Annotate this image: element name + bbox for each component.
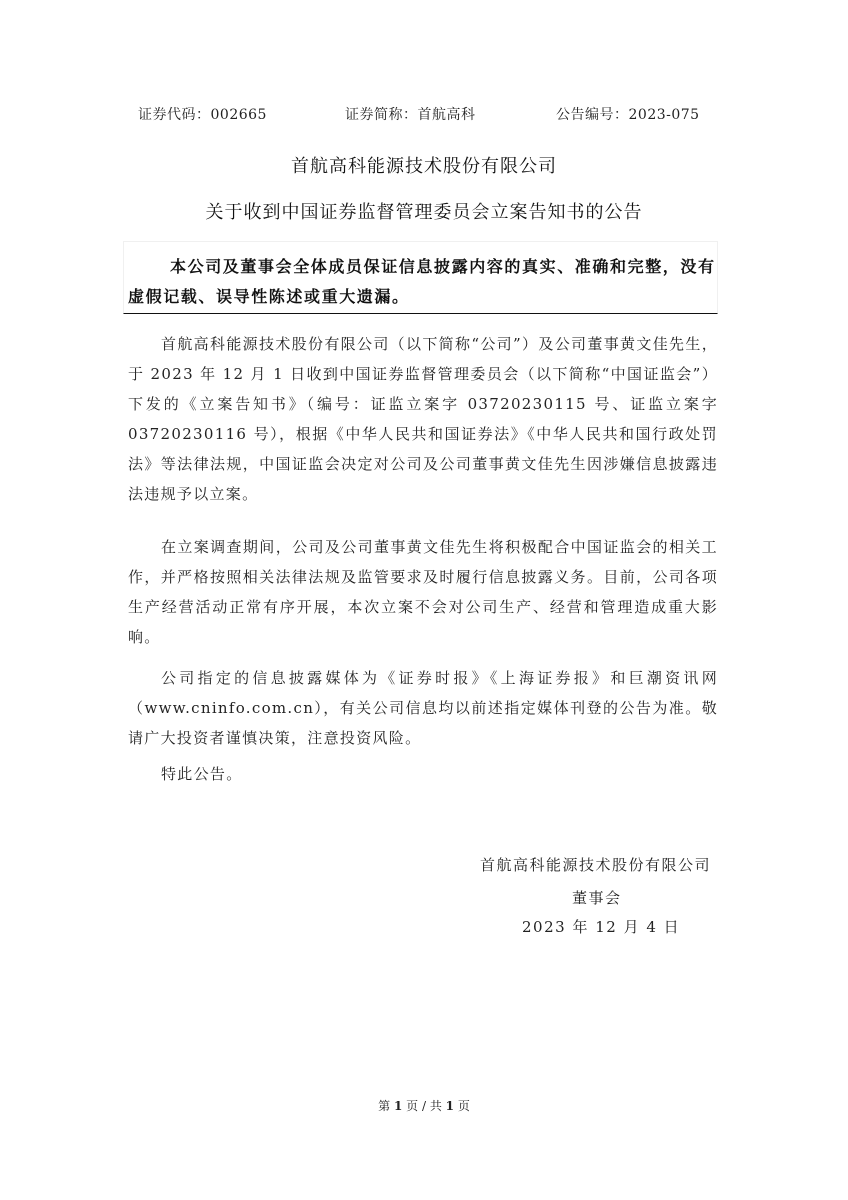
paragraph-media: 公司指定的信息披露媒体为《证券时报》《上海证券报》和巨潮资讯网（www.cninfo.com.cn），有关公司信息均以前述指定媒体刊登的公告为准。敬请广大投资者谨慎决策，注意投资风险。 — [128, 669, 718, 747]
signature-company: 首航高科能源技术股份有限公司 — [480, 856, 712, 874]
stock-code: 证券代码：002665 — [138, 107, 267, 123]
signature-board: 董事会 — [572, 889, 622, 907]
announcement-title: 关于收到中国证券监督管理委员会立案告知书的公告 — [205, 202, 643, 223]
footer-mid: 页 / 共 — [406, 1099, 442, 1113]
total-pages: 1 — [445, 1099, 455, 1113]
signature-date: 2023 年 12 月 4 日 — [522, 918, 681, 936]
footer-suffix: 页 — [457, 1099, 470, 1113]
stock-short-name: 证券简称：首航高科 — [345, 107, 476, 123]
paragraph-filing: 首航高科能源技术股份有限公司（以下简称“公司”）及公司董事黄文佳先生，于 2023 年 12 月 1 日收到中国证券监督管理委员会（以下简称“中国证监会”）下发的《立案告知书》（编号：证监立案字 0372023​0115 号、证监立案字 0372023​0116 号），根据《中华人民共和国证券法》《中华人民共和国行政处罚法》等法律法规，中国证监会决定对公司及公司董事黄文佳先生因涉嫌信息披露违法违规予以立案。 — [128, 335, 718, 503]
company-title: 首航高科能源技术股份有限公司 — [291, 156, 557, 177]
announcement-number: 公告编号：2023-075 — [556, 107, 700, 123]
paragraph-closing: 特此公告。 — [161, 765, 243, 783]
footer-prefix: 第 — [378, 1099, 391, 1113]
board-statement: 本公司及董事会全体成员保证信息披露内容的真实、准确和完整，没有虚假记载、误导性陈述或重大遗漏。 — [128, 257, 716, 306]
paragraph-cooperation: 在立案调查期间，公司及公司董事黄文佳先生将积极配合中国证监会的相关工作，并严格按照相关法律法规及监管要求及时履行信息披露义务。目前，公司各项生产经营活动正常有序开展，本次立案不会对公司生产、经营和管理造成重大影响。 — [128, 538, 718, 646]
current-page: 1 — [393, 1099, 403, 1113]
page-footer — [0, 1097, 848, 1114]
